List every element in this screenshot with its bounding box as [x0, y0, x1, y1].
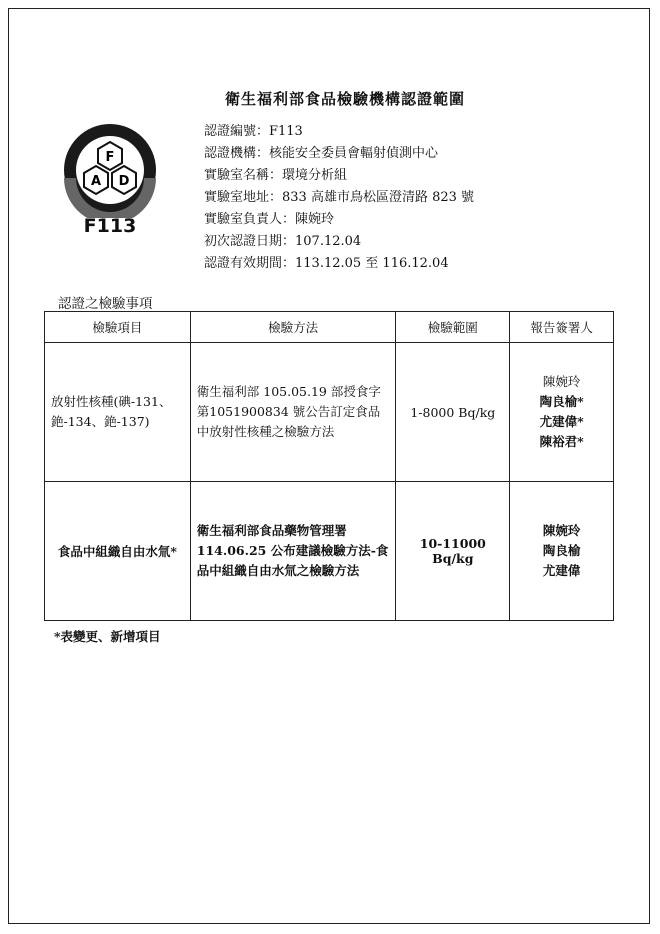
table-header-row [45, 312, 614, 343]
scope-table [44, 311, 614, 621]
lab-address: 實驗室地址：833 高雄市鳥松區澄清路 823 號 [204, 190, 475, 205]
logo-letter-a: A [90, 174, 102, 189]
accreditation-logo [34, 122, 186, 262]
footnote: *表變更、新增項目 [54, 629, 161, 644]
seal-emblem-icon [44, 122, 176, 218]
header-test-method: 檢驗方法 [190, 312, 396, 343]
test-range: 10-11000 Bq/kg [396, 482, 510, 621]
logo-letter-f: F [105, 150, 115, 165]
initial-accreditation-date: 初次認證日期：107.12.04 [204, 234, 362, 249]
table-row [45, 482, 614, 621]
test-method: 衛生福利部 105.05.19 部授食字第1051900834 號公告訂定食品中放射性核種之檢驗方法 [190, 343, 396, 482]
document-title: 衛生福利部食品檢驗機構認證範圍 [224, 90, 465, 108]
scope-heading: 認證之檢驗事項 [58, 296, 153, 312]
signer: 陳婉玲 [542, 374, 581, 389]
signatories [510, 343, 614, 482]
test-item: 食品中組織自由水氚* [45, 482, 191, 621]
accreditation-number: 認證編號：F113 [204, 124, 303, 139]
signer: 陶良榆* [539, 394, 584, 409]
signer: 尤建偉 [542, 563, 581, 578]
validity-period: 認證有效期間：113.12.05 至 116.12.04 [204, 256, 449, 271]
signer: 陳婉玲 [542, 523, 581, 538]
table-row [45, 343, 614, 482]
accreditation-body: 認證機構：核能安全委員會輻射偵測中心 [204, 146, 439, 161]
test-item: 放射性核種(碘-131、銫-134、銫-137) [45, 343, 191, 482]
test-range: 1-8000 Bq/kg [396, 343, 510, 482]
signatories [510, 482, 614, 621]
accreditation-info [204, 121, 474, 275]
logo-letter-d: D [118, 174, 130, 189]
lab-head: 實驗室負責人：陳婉玲 [204, 212, 335, 227]
header-signatories: 報告簽署人 [510, 312, 614, 343]
lab-name: 實驗室名稱：環境分析組 [204, 168, 348, 183]
signer: 陳裕君* [539, 434, 584, 449]
header-test-item: 檢驗項目 [45, 312, 191, 343]
logo-code: F113 [83, 215, 137, 237]
signer: 尤建偉* [539, 414, 584, 429]
signer: 陶良榆 [542, 543, 581, 558]
test-method: 衛生福利部食品藥物管理署 114.06.25 公布建議檢驗方法-食品中組織自由水氚之檢驗方法 [190, 482, 396, 621]
header-test-range: 檢驗範圍 [396, 312, 510, 343]
